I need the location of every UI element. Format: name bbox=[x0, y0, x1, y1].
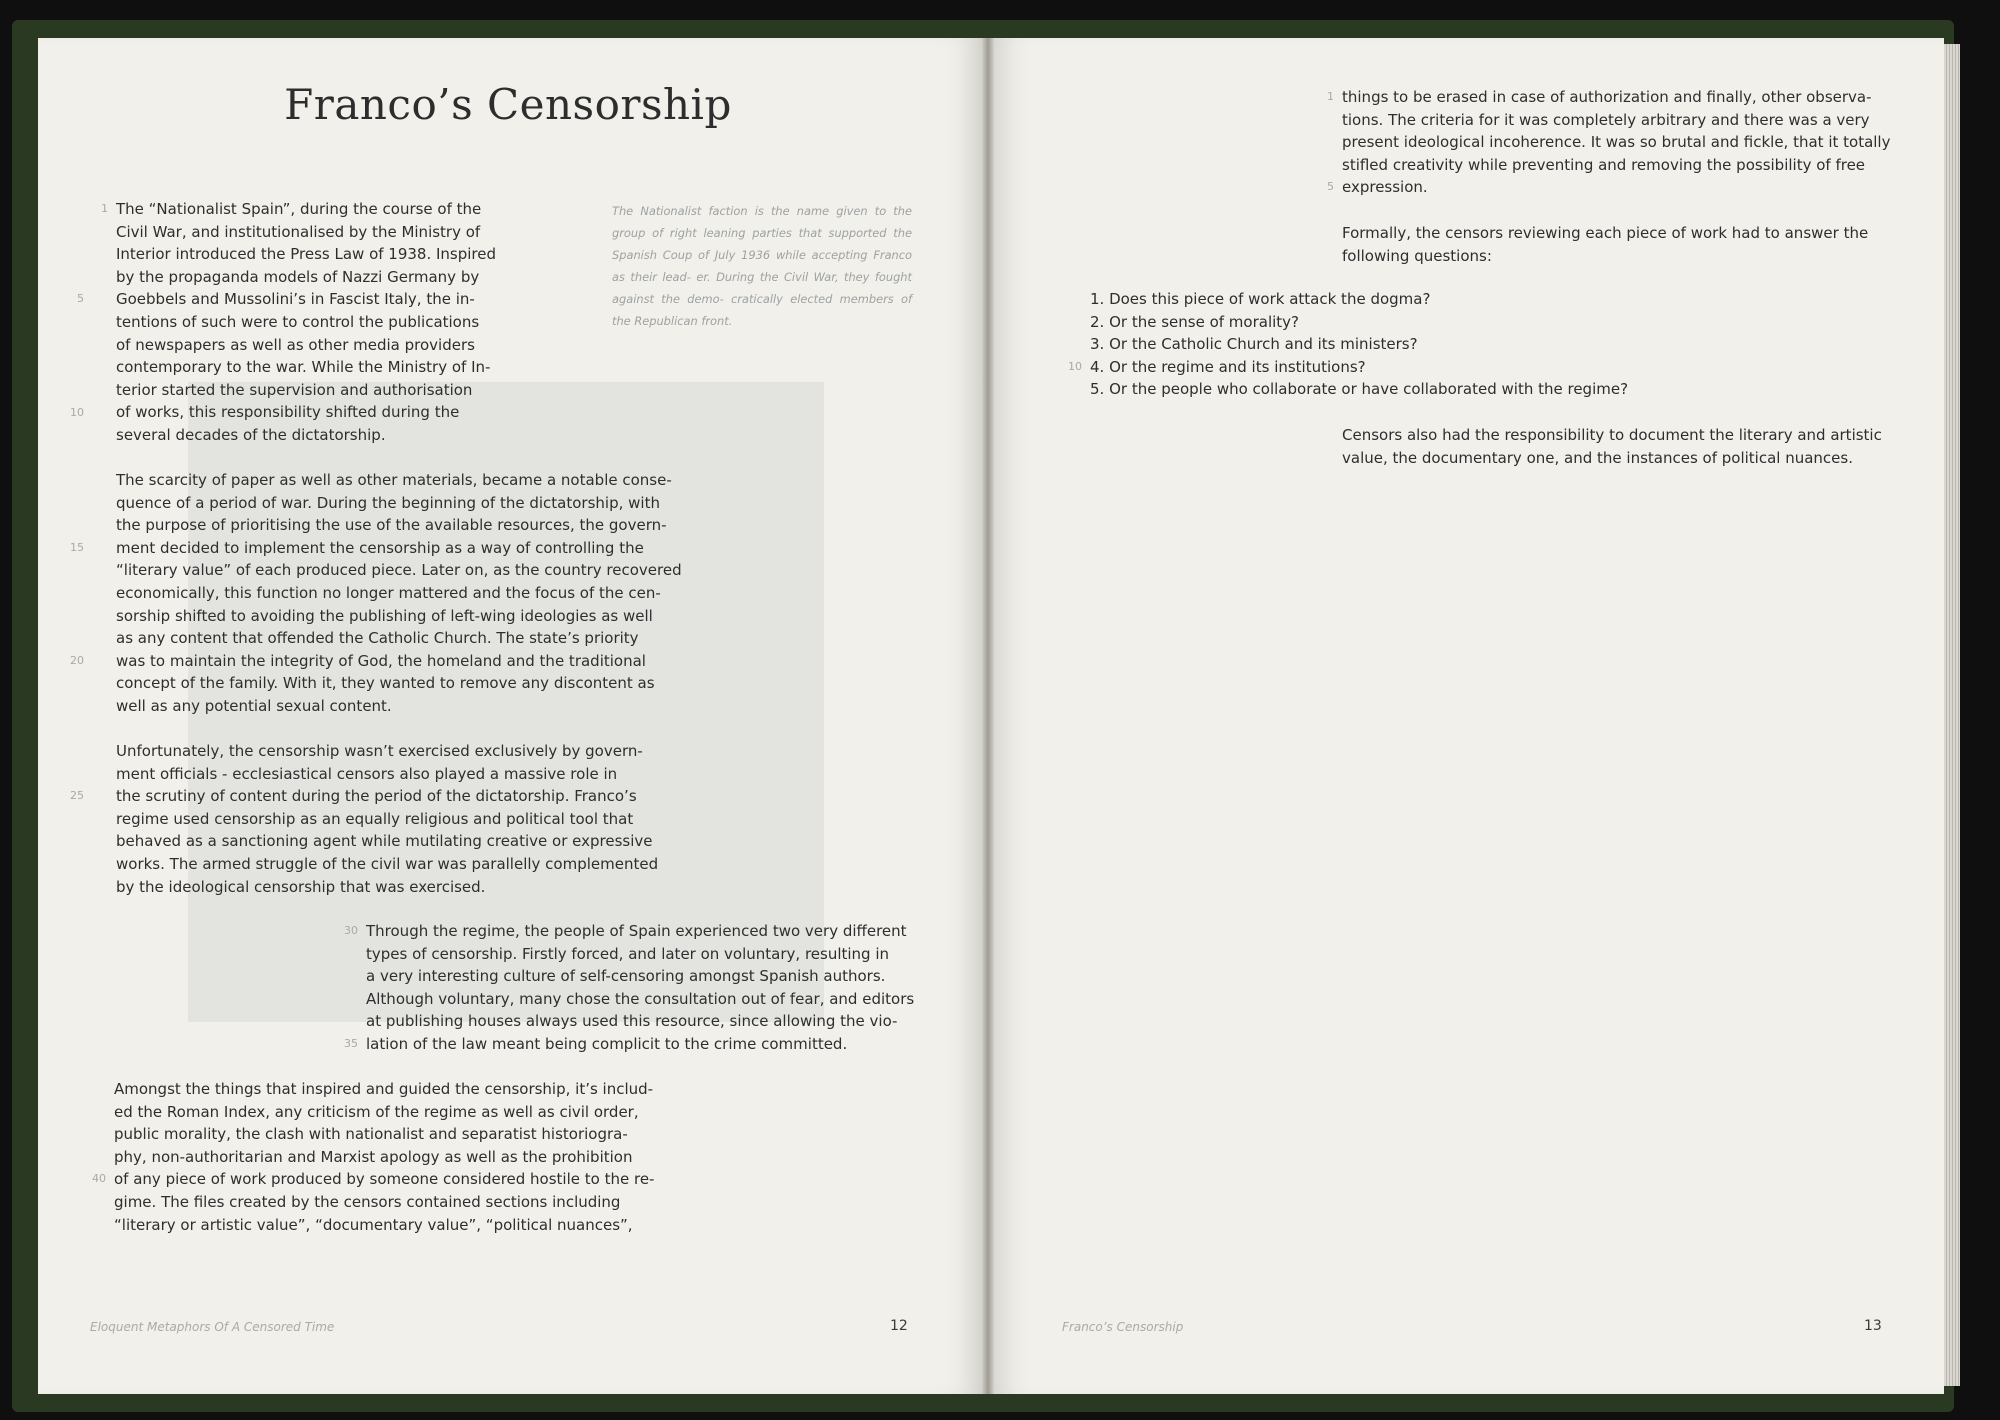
text-line: Through the regime, the people of Spain experienced two very different bbox=[366, 922, 907, 940]
line-number: 1 bbox=[1327, 90, 1334, 103]
page-edges bbox=[1944, 44, 1960, 1386]
text-line: public morality, the clash with nationalist and separatist historiogra- bbox=[114, 1125, 628, 1144]
text-line: contemporary to the war. While the Ministry of In- bbox=[116, 358, 491, 377]
question-item: 2. Or the sense of morality? bbox=[1090, 312, 1299, 331]
page-number: 12 bbox=[890, 1318, 908, 1334]
question-item: 5. Or the people who collaborate or have collaborated with the regime? bbox=[1090, 380, 1629, 399]
book-gutter bbox=[982, 38, 994, 1394]
text-line: Amongst the things that inspired and guided the censorship, it’s includ- bbox=[114, 1080, 654, 1098]
paragraph-1 bbox=[116, 198, 500, 447]
page-title: Franco’s Censorship bbox=[284, 80, 732, 129]
text-line: was to maintain the integrity of God, the homeland and the traditional bbox=[116, 651, 646, 670]
text-line: by the ideological censorship that was exercised. bbox=[116, 877, 486, 896]
running-footer: Eloquent Metaphors Of A Censored Time bbox=[90, 1320, 335, 1334]
text-line: behaved as a sanctioning agent while mutilating creative or expressive bbox=[116, 832, 653, 851]
text-line: present ideological incoherence. It was so brutal and fickle, that it totally bbox=[1342, 133, 1891, 152]
text-line: several decades of the dictatorship. bbox=[116, 425, 386, 444]
text-line: of works, this responsibility shifted during the bbox=[116, 403, 460, 422]
text-line: by the propaganda models of Nazzi Germany by bbox=[116, 267, 480, 286]
running-footer: Franco’s Censorship bbox=[1062, 1320, 1184, 1334]
question-list bbox=[1090, 288, 1628, 401]
text-line: Goebbels and Mussolini’s in Fascist Italy, the in- bbox=[116, 290, 475, 309]
text-line: terior started the supervision and authorisation bbox=[116, 380, 473, 399]
paragraph-4 bbox=[366, 920, 915, 1056]
right-paragraph-2 bbox=[1342, 222, 1882, 267]
text-line: economically, this function no longer mattered and the focus of the cen- bbox=[116, 583, 661, 602]
line-number: 30 bbox=[344, 924, 358, 937]
text-line: regime used censorship as an equally religious and political tool that bbox=[116, 809, 634, 828]
line-number: 20 bbox=[70, 654, 84, 667]
paragraph-5 bbox=[114, 1078, 656, 1236]
text-line: sorship shifted to avoiding the publishing of left-wing ideologies as well bbox=[116, 606, 653, 625]
text-line: quence of a period of war. During the beginning of the dictatorship, with bbox=[116, 493, 660, 512]
right-paragraph-1 bbox=[1342, 86, 1891, 199]
text-line: things to be erased in case of authorization and finally, other observa- bbox=[1342, 88, 1872, 106]
line-number: 15 bbox=[70, 541, 84, 554]
text-line: Although voluntary, many chose the consultation out of fear, and editors bbox=[366, 989, 915, 1008]
text-line: the purpose of prioritising the use of the available resources, the govern- bbox=[116, 516, 667, 535]
line-number: 5 bbox=[77, 292, 84, 305]
text-line: Interior introduced the Press Law of 1938. Inspired bbox=[116, 245, 497, 264]
text-line: stifled creativity while preventing and removing the possibility of free bbox=[1342, 155, 1866, 174]
text-line: of newspapers as well as other media providers bbox=[116, 335, 475, 354]
text-line: phy, non-authoritarian and Marxist apology as well as the prohibition bbox=[114, 1147, 633, 1166]
paragraph-3 bbox=[116, 740, 659, 898]
text-line: “literary value” of each produced piece. Later on, as the country recovered bbox=[116, 561, 682, 580]
line-number: 35 bbox=[344, 1037, 358, 1050]
text-line: Civil War, and institutionalised by the Ministry of bbox=[116, 222, 481, 241]
sidenote: The Nationalist faction is the name given to the group of right leaning parties that supported the Spanish Coup of July 1936 while accepting Franco as their lead- er. During the Civil War, they fought against the demo- cratically elected members of the Republican front. bbox=[612, 204, 912, 328]
text-line: following questions: bbox=[1342, 246, 1492, 265]
text-line: the scrutiny of content during the period of the dictatorship. Franco’s bbox=[116, 787, 637, 806]
text-line: value, the documentary one, and the instances of political nuances. bbox=[1342, 448, 1853, 467]
question-item: 1. Does this piece of work attack the dogma? bbox=[1090, 290, 1431, 308]
text-line: gime. The files created by the censors contained sections including bbox=[114, 1192, 621, 1211]
line-number: 10 bbox=[1068, 360, 1082, 373]
text-line: concept of the family. With it, they wanted to remove any discontent as bbox=[116, 674, 655, 693]
text-line: a very interesting culture of self-censoring amongst Spanish authors. bbox=[366, 967, 886, 986]
text-line: Unfortunately, the censorship wasn’t exercised exclusively by govern- bbox=[116, 742, 643, 760]
text-line: The scarcity of paper as well as other materials, became a notable conse- bbox=[116, 471, 672, 489]
text-line: well as any potential sexual content. bbox=[116, 696, 392, 715]
text-line: The “Nationalist Spain”, during the course of the bbox=[116, 200, 482, 218]
text-line: tions. The criteria for it was completely arbitrary and there was a very bbox=[1342, 110, 1870, 129]
text-line: of any piece of work produced by someone considered hostile to the re- bbox=[114, 1170, 655, 1189]
text-line: lation of the law meant being complicit to the crime committed. bbox=[366, 1034, 848, 1053]
question-item: 3. Or the Catholic Church and its ministers? bbox=[1090, 335, 1418, 354]
text-line: at publishing houses always used this resource, since allowing the vio- bbox=[366, 1012, 898, 1031]
text-line: Censors also had the responsibility to document the literary and artistic bbox=[1342, 426, 1882, 444]
line-number: 1 bbox=[101, 202, 108, 215]
text-line: “literary or artistic value”, “documentary value”, “political nuances”, bbox=[114, 1215, 633, 1234]
line-number: 10 bbox=[70, 406, 84, 419]
page-number: 13 bbox=[1864, 1318, 1882, 1334]
text-line: as any content that offended the Catholic Church. The state’s priority bbox=[116, 629, 639, 648]
text-line: ment officials - ecclesiastical censors also played a massive role in bbox=[116, 764, 618, 783]
line-number: 40 bbox=[92, 1172, 106, 1185]
text-line: Formally, the censors reviewing each piece of work had to answer the bbox=[1342, 224, 1869, 242]
question-item: 4. Or the regime and its institutions? bbox=[1090, 357, 1366, 376]
paragraph-2 bbox=[116, 469, 682, 718]
text-line: tentions of such were to control the publications bbox=[116, 312, 480, 331]
text-line: types of censorship. Firstly forced, and later on voluntary, resulting in bbox=[366, 944, 890, 963]
line-number: 25 bbox=[70, 789, 84, 802]
line-number: 5 bbox=[1327, 180, 1334, 193]
text-line: works. The armed struggle of the civil war was parallelly complemented bbox=[116, 854, 659, 873]
text-line: expression. bbox=[1342, 178, 1428, 197]
text-line: ed the Roman Index, any criticism of the regime as well as civil order, bbox=[114, 1102, 639, 1121]
right-paragraph-3 bbox=[1342, 424, 1882, 469]
text-line: ment decided to implement the censorship as a way of controlling the bbox=[116, 538, 644, 557]
